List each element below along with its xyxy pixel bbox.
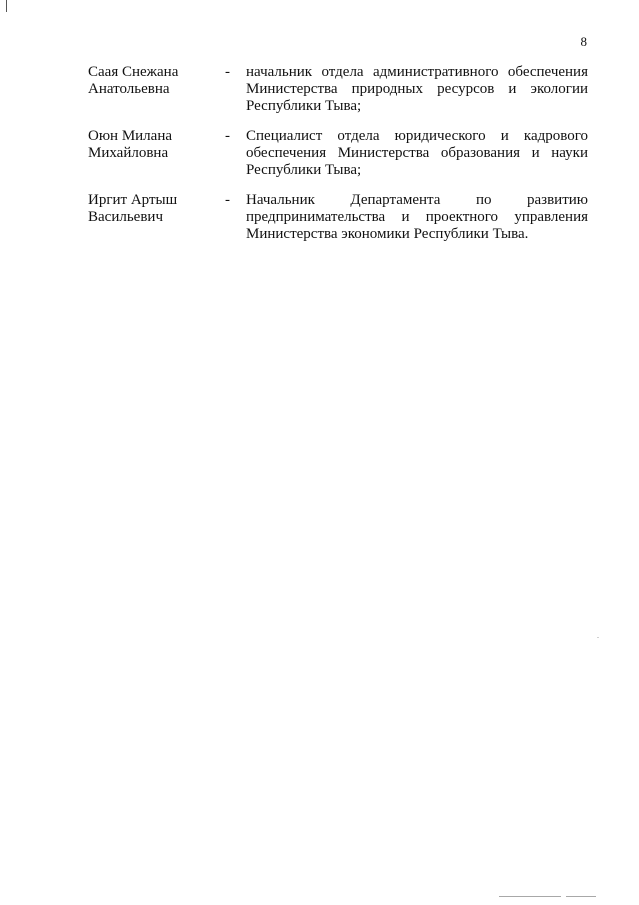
member-position <box>246 192 588 243</box>
position-line: предпринимательства и проектного управления <box>246 209 588 225</box>
member-position <box>246 128 588 179</box>
member-position <box>246 64 588 115</box>
position-line: Начальник Департамента по развитию <box>246 192 588 208</box>
member-surname-firstname: Иргит Артыш <box>88 192 178 208</box>
member-list <box>88 64 588 256</box>
position-line: Республики Тыва; <box>246 98 362 114</box>
footer-rule <box>499 896 561 897</box>
position-line: Специалист отдела юридического и кадрового <box>246 128 588 144</box>
entry-dash: - <box>225 128 230 144</box>
position-line: обеспечения Министерства образования и науки <box>246 145 588 161</box>
member-patronymic: Анатольевна <box>88 81 170 97</box>
member-patronymic: Михайловна <box>88 145 169 161</box>
member-name <box>88 192 225 226</box>
member-entry <box>88 192 588 243</box>
footer-rule <box>566 896 596 897</box>
member-name <box>88 64 225 98</box>
entry-dash: - <box>225 192 230 208</box>
page-number: 8 <box>580 34 587 49</box>
position-line: Министерства природных ресурсов и экологии <box>246 81 588 97</box>
member-entry <box>88 128 588 179</box>
member-patronymic: Васильевич <box>88 209 163 225</box>
member-surname-firstname: Оюн Милана <box>88 128 173 144</box>
scan-edge-mark <box>6 0 7 12</box>
member-surname-firstname: Саая Снежана <box>88 64 179 80</box>
position-line: начальник отдела административного обеспечения <box>246 64 588 80</box>
member-name <box>88 128 225 162</box>
position-line: Республики Тыва; <box>246 162 362 178</box>
entry-dash: - <box>225 64 230 80</box>
member-entry <box>88 64 588 115</box>
scan-speck <box>597 637 599 638</box>
position-line: Министерства экономики Республики Тыва. <box>246 226 529 242</box>
